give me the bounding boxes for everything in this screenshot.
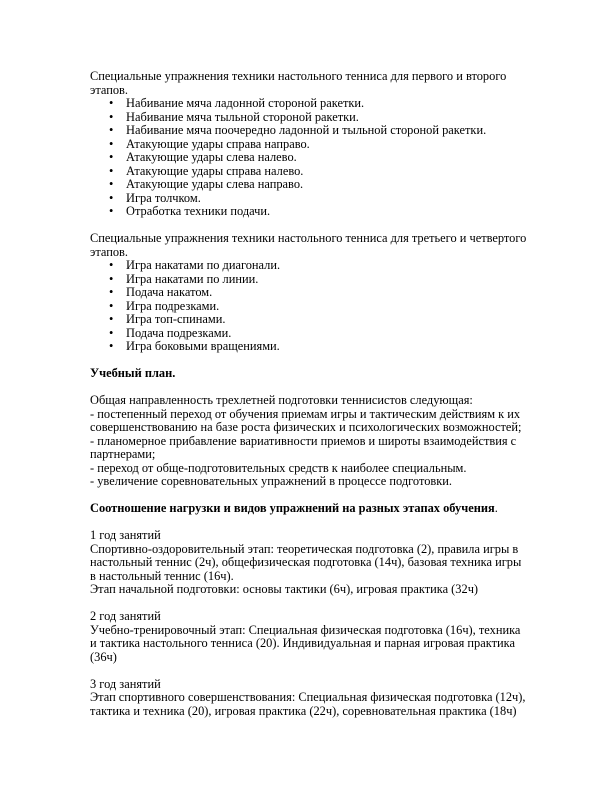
plan-line: - планомерное прибавление вариативности приемов и широты взаимодействия с партнерами; [90,433,517,461]
year-label: 3 год занятий [90,676,161,691]
list-item: • Атакующие удары справа направо. [90,138,530,152]
list-item: • Игра подрезками. [90,300,530,314]
year-text: Этап спортивного совершенствования: Специальная физическая подготовка (12ч), тактика и техника (20), игровая практика (22ч), соревновательная практика (18ч) [90,690,526,718]
year-label: 1 год занятий [90,528,161,542]
section1-list [90,97,530,219]
ratio-heading-end: . [494,501,498,515]
list-item: • Набивание мяча ладонной стороной ракетки. [90,97,530,111]
ratio-heading-text: Соотношение нагрузки и видов упражнений на разных этапах обучения [90,501,495,515]
list-item: • Игра накатами по диагонали. [90,259,530,273]
list-item: • Набивание мяча поочередно ладонной и тыльной стороной ракетки. [90,124,530,138]
year-extra: Этап начальной подготовки: основы тактики (6ч), игровая практика (32ч) [90,582,479,596]
list-item: • Атакующие удары слева налево. [90,151,530,165]
ratio-heading [90,502,530,516]
list-item: • Атакующие удары слева направо. [90,178,530,192]
plan-line: - увеличение соревновательных упражнений в процессе подготовки. [90,474,453,488]
document-page [90,70,530,718]
list-item: • Подача подрезками. [90,327,530,341]
section1-title: Специальные упражнения техники настольного тенниса для первого и второго этапов. [90,69,507,97]
list-item: • Подача накатом. [90,286,530,300]
plan-line: - постепенный переход от обучения приемам игры и тактическим действиям к их совершенствованию на базе роста физических и психологических возможностей; [90,406,522,434]
list-item: • Игра боковыми вращениями. [90,340,530,354]
plan-heading: Учебный план. [90,366,176,380]
plan-intro: Общая направленность трехлетней подготовки теннисистов следующая: [90,393,473,407]
year-text: Учебно-тренировочный этап: Специальная физическая подготовка (16ч), техника и тактика настольного тенниса (20). Индивидуальная и парная игровая практика (36ч) [90,622,521,664]
list-item: • Игра топ-спинами. [90,313,530,327]
list-item: • Отработка техники подачи. [90,205,530,219]
section2-list [90,259,530,354]
section2-title: Специальные упражнения техники настольного тенниса для третьего и четвертого этапов. [90,231,527,259]
list-item: • Набивание мяча тыльной стороной ракетки. [90,111,530,125]
year-label: 2 год занятий [90,609,161,623]
list-item: • Игра толчком. [90,192,530,206]
list-item: • Атакующие удары справа налево. [90,165,530,179]
list-item: • Игра накатами по линии. [90,273,530,287]
plan-line: - переход от обще-подготовительных средств к наиболее специальным. [90,460,467,475]
year-text: Спортивно-оздоровительный этап: теоретическая подготовка (2), правила игры в настольный теннис (2ч), общефизическая подготовка (14ч), базовая техника игры в настольный теннис (16ч). [90,541,522,583]
